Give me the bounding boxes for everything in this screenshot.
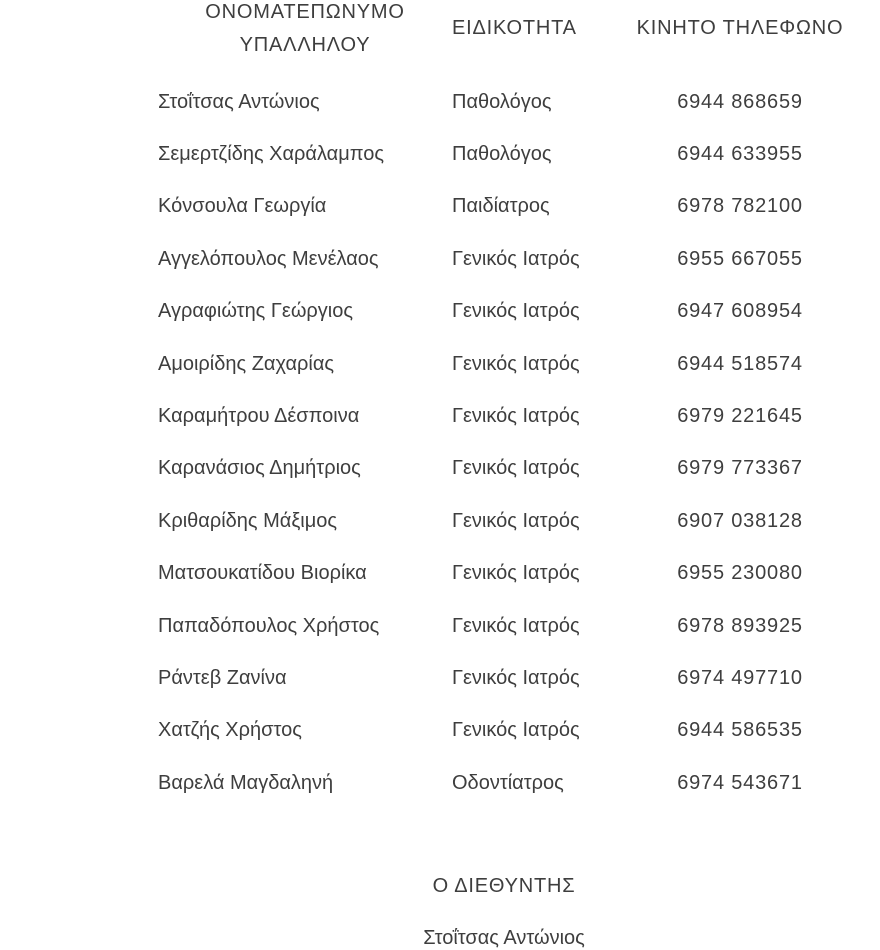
table-row: [158, 443, 850, 495]
employee-name: Καραμήτρου Δέσποινα: [158, 405, 360, 428]
employee-phone: 6979 773367: [677, 457, 803, 480]
employee-name: Παπαδόπουλος Χρήστος: [158, 614, 380, 637]
table-row: [158, 390, 850, 442]
table-row: [158, 338, 850, 390]
table-row: [158, 286, 850, 338]
employee-name: Βαρελά Μαγδαληνή: [158, 771, 334, 794]
employee-name: Αγραφιώτης Γεώργιος: [158, 300, 354, 323]
employee-specialty: Γενικός Ιατρός: [452, 405, 580, 428]
employee-phone: 6955 230080: [677, 562, 803, 585]
employee-specialty: Παιδίατρος: [452, 195, 550, 218]
employee-specialty: Γενικός Ιατρός: [452, 614, 580, 637]
employee-name: Αγγελόπουλος Μενέλαος: [158, 247, 379, 270]
table-body: [158, 76, 850, 809]
director-title: Ο ΔΙΕΘΥΝΤΗΣ: [432, 875, 576, 897]
employee-phone: 6944 633955: [677, 143, 803, 166]
column-header-specialty: ΕΙΔΙΚΟΤΗΤΑ: [452, 17, 577, 39]
employee-specialty: Παθολόγος: [452, 143, 552, 166]
table-row: [158, 76, 850, 128]
table-row: [158, 548, 850, 600]
employee-specialty: Γενικός Ιατρός: [452, 457, 580, 480]
employee-phone: 6974 497710: [677, 666, 803, 689]
employee-phone: 6944 586535: [677, 719, 803, 742]
employee-specialty: Παθολόγος: [452, 90, 552, 113]
employee-specialty: Γενικός Ιατρός: [452, 300, 580, 323]
employee-phone: 6974 543671: [677, 771, 803, 794]
employee-name: Ματσουκατίδου Βιορίκα: [158, 562, 367, 585]
employee-specialty: Γενικός Ιατρός: [452, 352, 580, 375]
table-row: [158, 600, 850, 652]
employee-phone: 6978 893925: [677, 614, 803, 637]
employee-phone: 6944 518574: [677, 352, 803, 375]
table-row: [158, 757, 850, 809]
employee-phone: 6907 038128: [677, 509, 803, 532]
table-row: [158, 652, 850, 704]
column-header-mobile-phone: ΚΙΝΗΤΟ ΤΗΛΕΦΩΝΟ: [636, 17, 844, 39]
employee-name: Κριθαρίδης Μάξιμος: [158, 509, 338, 532]
header-employee-name-line2: ΥΠΑΛΛΗΛΟΥ: [239, 34, 371, 56]
employee-phone: 6947 608954: [677, 300, 803, 323]
employee-name: Καρανάσιος Δημήτριος: [158, 457, 361, 480]
employee-phone: 6955 667055: [677, 247, 803, 270]
employee-specialty: Οδοντίατρος: [452, 771, 564, 794]
employee-specialty: Γενικός Ιατρός: [452, 247, 580, 270]
employee-phone: 6978 782100: [677, 195, 803, 218]
table-row: [158, 128, 850, 180]
table-row: [158, 495, 850, 547]
employee-name: Κόνσουλα Γεωργία: [158, 195, 327, 218]
table-row: [158, 181, 850, 233]
employee-phone: 6979 221645: [677, 405, 803, 428]
employee-name: Χατζής Χρήστος: [158, 719, 302, 742]
employee-name: Σεμερτζίδης Χαράλαμπος: [158, 143, 385, 166]
employee-name: Αμοιρίδης Ζαχαρίας: [158, 352, 335, 375]
employee-name: Ράντεβ Ζανίνα: [158, 666, 287, 689]
table-row: [158, 233, 850, 285]
director-signature-name: Στοΐτσας Αντώνιος: [423, 927, 585, 949]
table-row: [158, 705, 850, 757]
employee-specialty: Γενικός Ιατρός: [452, 562, 580, 585]
employee-name: Στοΐτσας Αντώνιος: [158, 90, 320, 113]
employee-specialty: Γενικός Ιατρός: [452, 509, 580, 532]
table-header-row: [158, 0, 850, 72]
column-header-employee-name: [158, 0, 452, 62]
employee-phone: 6944 868659: [677, 90, 803, 113]
employee-specialty: Γενικός Ιατρός: [452, 719, 580, 742]
employee-specialty: Γενικός Ιατρός: [452, 666, 580, 689]
header-employee-name-line1: ΟΝΟΜΑΤΕΠΩΝΥΜΟ: [205, 1, 405, 23]
